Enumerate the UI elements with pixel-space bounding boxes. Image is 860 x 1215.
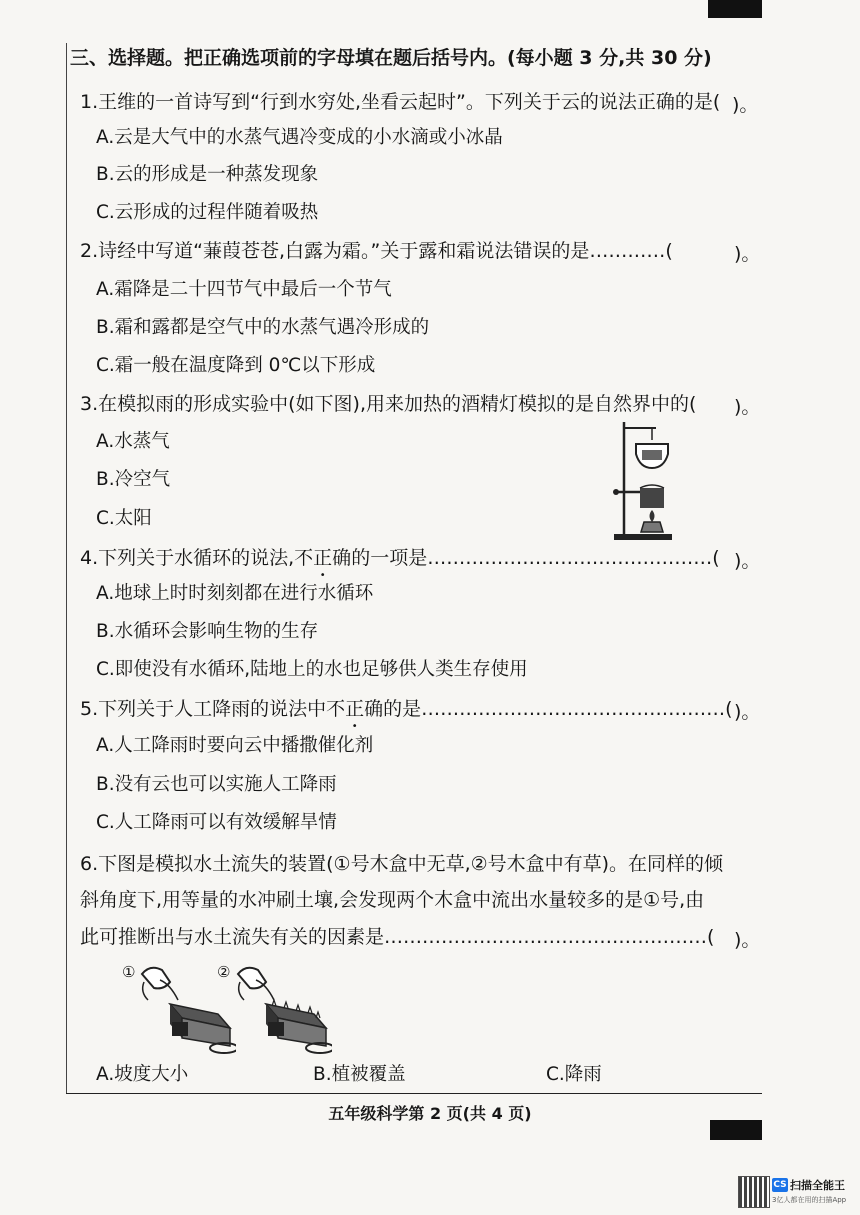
question-2-answer-paren: )。: [734, 243, 761, 265]
figure-label-1: ①: [122, 963, 136, 981]
question-5-answer-paren: )。: [734, 701, 761, 723]
question-1-answer-paren: )。: [732, 94, 759, 116]
question-5-option-a: A.人工降雨时要向云中播撒催化剂: [96, 735, 374, 756]
figure-label-2: ②: [217, 963, 231, 981]
question-4-option-b: B.水循环会影响生物的生存: [96, 621, 319, 642]
scanner-watermark: [738, 1176, 850, 1208]
scanner-app-name: 扫描全能王: [790, 1179, 845, 1192]
scanner-app-tagline: 3亿人都在用的扫描App: [772, 1196, 847, 1204]
question-4-option-a: A.地球上时时刻刻都在进行水循环: [96, 583, 374, 604]
question-5-emphasis: 不正确: [326, 698, 384, 720]
question-1-option-b: B.云的形成是一种蒸发现象: [96, 164, 319, 185]
question-2-stem: 2.诗经中写道“蒹葭苍苍,白露为霜。”关于露和霜说法错误的是…………(: [80, 240, 673, 262]
question-1-option-a: A.云是大气中的水蒸气遇冷变成的小水滴或小冰晶: [96, 127, 503, 148]
question-6-stem-line-3: 此可推断出与水土流失有关的因素是……………………………………………(: [80, 926, 715, 948]
question-6-option-a: A.坡度大小: [96, 1064, 189, 1085]
left-margin-rule: [66, 43, 67, 1093]
question-1-stem: 1.王维的一首诗写到“行到水穷处,坐看云起时”。下列关于云的说法正确的是(: [80, 91, 721, 113]
question-3-option-b: B.冷空气: [96, 469, 171, 490]
question-2-option-a: A.霜降是二十四节气中最后一个节气: [96, 279, 392, 300]
qr-code-icon: [738, 1176, 770, 1208]
question-6-option-c: C.降雨: [546, 1064, 602, 1085]
question-5-option-c: C.人工降雨可以有效缓解旱情: [96, 812, 337, 833]
question-3-stem: 3.在模拟雨的形成实验中(如下图),用来加热的酒精灯模拟的是自然界中的(: [80, 393, 697, 415]
page-footer: 五年级科学第 2 页(共 4 页): [328, 1104, 532, 1123]
question-4-emphasis: 不正确: [294, 547, 352, 569]
question-5-stem: 5.下列关于人工降雨的说法中不正确的是…………………………………………(: [80, 698, 733, 720]
footer-rule: [66, 1093, 762, 1094]
soil-erosion-box-1-figure: [136, 960, 236, 1060]
question-4-option-c: C.即使没有水循环,陆地上的水也足够供人类生存使用: [96, 659, 528, 680]
registration-mark-top: [708, 0, 762, 18]
registration-mark-bottom: [710, 1120, 762, 1140]
question-4-answer-paren: )。: [734, 550, 761, 572]
question-4-stem: 4.下列关于水循环的说法,不正确的一项是………………………………………(: [80, 547, 720, 569]
question-5-option-b: B.没有云也可以实施人工降雨: [96, 774, 337, 795]
question-2-option-c: C.霜一般在温度降到 0℃以下形成: [96, 355, 376, 376]
rain-experiment-apparatus-figure: [612, 418, 674, 542]
soil-erosion-box-2-figure: [232, 960, 332, 1060]
question-2-option-b: B.霜和露都是空气中的水蒸气遇冷形成的: [96, 317, 430, 338]
scanner-logo-badge: CS: [773, 1180, 787, 1190]
section-title: 三、选择题。把正确选项前的字母填在题后括号内。(每小题 3 分,共 30 分): [70, 47, 712, 69]
question-6-option-b: B.植被覆盖: [313, 1064, 406, 1085]
question-6-stem-line-1: 6.下图是模拟水土流失的装置(①号木盒中无草,②号木盒中有草)。在同样的倾: [80, 853, 724, 875]
question-6-stem-line-2: 斜角度下,用等量的水冲刷土壤,会发现两个木盒中流出水量较多的是①号,由: [80, 889, 705, 911]
question-1-option-c: C.云形成的过程伴随着吸热: [96, 202, 319, 223]
question-3-option-c: C.太阳: [96, 508, 152, 529]
question-3-answer-paren: )。: [734, 396, 761, 418]
question-3-option-a: A.水蒸气: [96, 431, 170, 452]
question-6-answer-paren: )。: [734, 929, 761, 951]
